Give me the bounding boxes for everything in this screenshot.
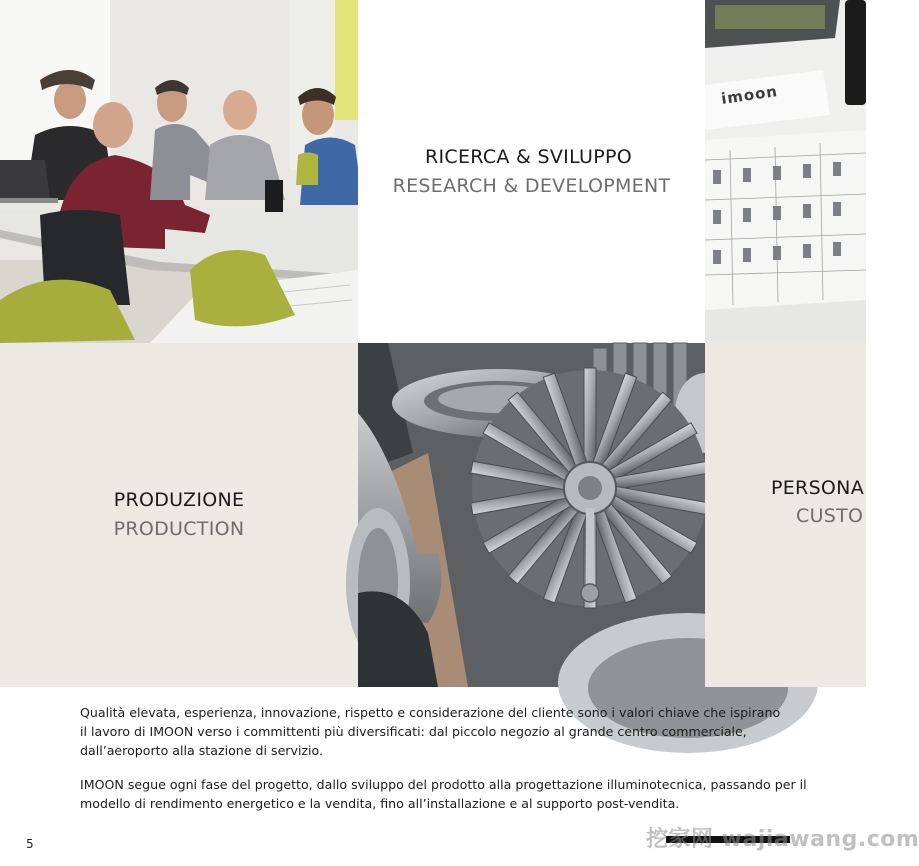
research-development-panel bbox=[358, 0, 705, 343]
process-line-2: modello di rendimento energetico e la vendita, fino all’installazione e al supporto post-vendita. bbox=[80, 796, 680, 811]
imoon-logo: imoon bbox=[720, 82, 780, 108]
personalization-panel bbox=[705, 343, 866, 687]
research-title-en: RESEARCH & DEVELOPMENT bbox=[392, 174, 671, 197]
production-title-en: PRODUCTION bbox=[113, 518, 245, 540]
personalization-title-it: PERSONA bbox=[771, 477, 864, 499]
heatsinks-photo bbox=[358, 343, 705, 687]
watermark: 挖家网 wajiawang.com bbox=[646, 827, 919, 852]
personalization-title-en: CUSTO bbox=[796, 505, 864, 527]
process-line-1: IMOON segue ogni fase del progetto, dallo sviluppo del prodotto alla progettazione illuminotecnica, passando per il bbox=[80, 777, 807, 792]
production-title-it: PRODUZIONE bbox=[113, 489, 245, 511]
research-title-it: RICERCA & SVILUPPO bbox=[425, 145, 632, 168]
process-paragraph bbox=[80, 775, 820, 813]
intro-line-3: dall’aeroporto alla stazione di servizio. bbox=[80, 743, 324, 758]
intro-line-2: il lavoro di IMOON verso i committenti più diversificati: dal piccolo negozio al grande centro commerciale, bbox=[80, 724, 747, 739]
meeting-photo bbox=[0, 0, 358, 343]
intro-paragraph bbox=[80, 703, 820, 760]
page-number: 5 bbox=[26, 837, 34, 851]
lighting-plans-photo bbox=[705, 0, 866, 343]
intro-line-1: Qualità elevata, esperienza, innovazione, rispetto e considerazione del cliente sono i valori chiave che ispirano bbox=[80, 705, 781, 720]
production-panel bbox=[0, 343, 358, 687]
